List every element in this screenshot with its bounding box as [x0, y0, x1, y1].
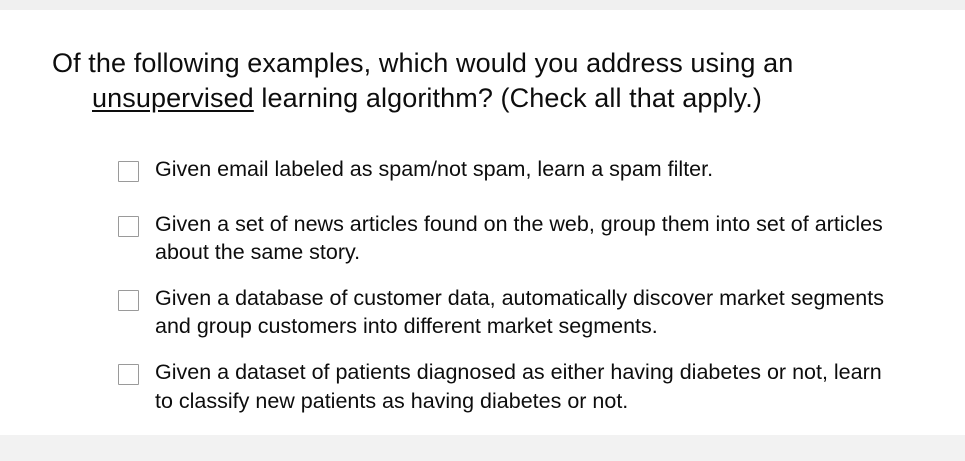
- checkbox-icon[interactable]: [118, 290, 139, 311]
- option-label: Given email labeled as spam/not spam, learn a spam filter.: [155, 157, 714, 181]
- question-line-2-rest: learning algorithm? (Check all that apply.): [253, 82, 762, 113]
- option-label: Given a dataset of patients diagnosed as either having diabetes or not, learn to classify new patients as having diabetes or not.: [155, 359, 882, 413]
- question-line-1: Of the following examples, which would you address using an: [52, 48, 794, 78]
- question-line-2: [52, 81, 922, 116]
- answer-options-list: [118, 155, 918, 432]
- option-row[interactable]: [118, 210, 918, 267]
- option-row[interactable]: [118, 155, 918, 184]
- option-label: Given a database of customer data, automatically discover market segments and group customers into different market segments.: [155, 285, 884, 339]
- emphasis-unsupervised: unsupervised: [92, 82, 254, 113]
- checkbox-icon[interactable]: [118, 161, 139, 182]
- option-row[interactable]: [118, 284, 918, 341]
- checkbox-icon[interactable]: [118, 216, 139, 237]
- question-prompt: [52, 46, 922, 115]
- bottom-border-strip: [0, 435, 965, 461]
- checkbox-icon[interactable]: [118, 364, 139, 385]
- option-row[interactable]: [118, 358, 918, 415]
- option-label: Given a set of news articles found on the web, group them into set of articles about the same story.: [155, 211, 883, 265]
- top-border-strip: [0, 0, 965, 10]
